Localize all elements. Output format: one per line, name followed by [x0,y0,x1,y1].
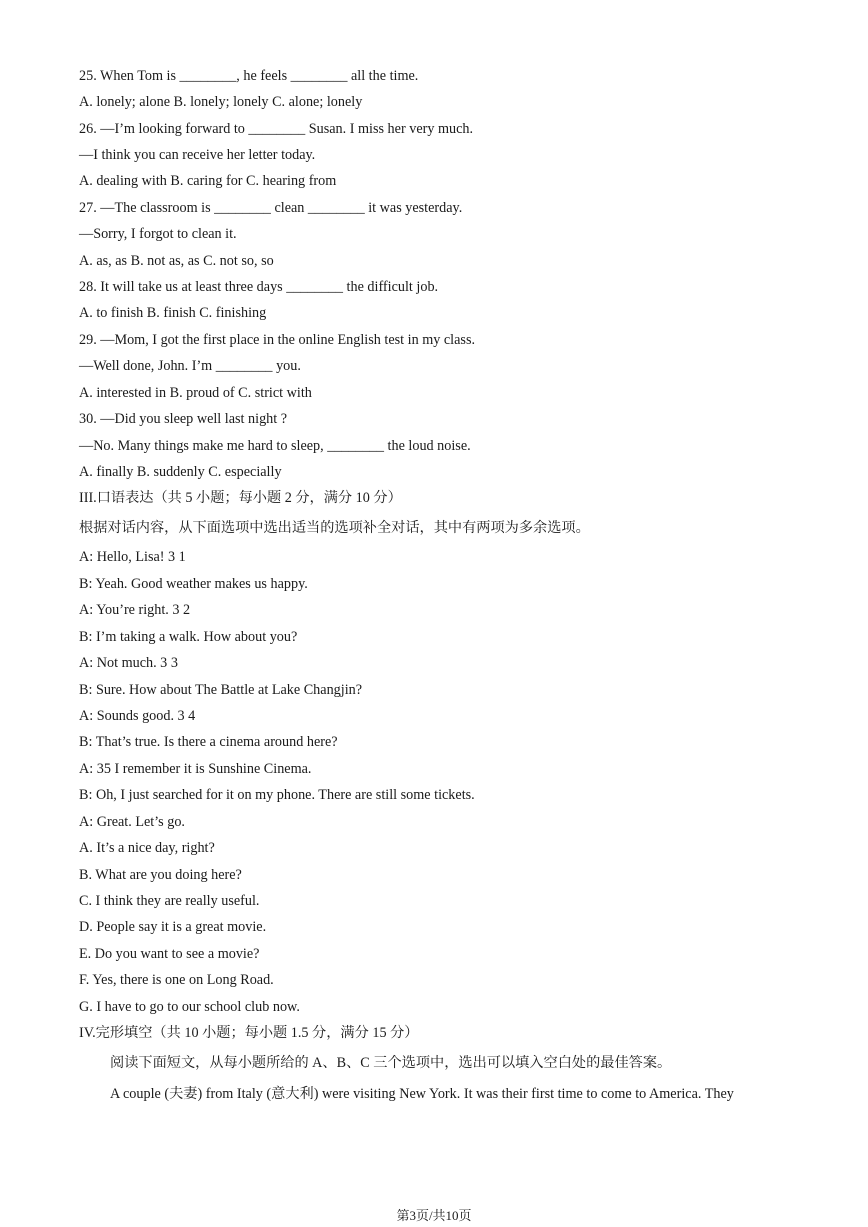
section-3-heading: III.口语表达（共 5 小题；每小题 2 分，满分 10 分） [79,490,402,506]
dialogue-line: B: That’s true. Is there a cinema around here? [79,734,338,750]
question-28-stem: 28. It will take us at least three days ________ the difficult job. [79,279,439,295]
dialogue-line: A: Great. Let’s go. [79,814,185,830]
dialogue-line: B: I’m taking a walk. How about you? [79,629,298,645]
section-3-instructions: 根据对话内容，从下面选项中选出适当的选项补全对话，其中有两项为多余选项。 [79,520,590,536]
passage-first-line: A couple (夫妻) from Italy (意大利) were visiting New York. It was their first time to come to America. They [110,1086,734,1102]
question-29-options: A. interested in B. proud of C. strict with [79,385,312,401]
choice-option: E. Do you want to see a movie? [79,946,260,962]
dialogue-line: A: Hello, Lisa! 3 1 [79,549,186,565]
dialogue-line: B: Sure. How about The Battle at Lake Changjin? [79,682,363,698]
choice-option: B. What are you doing here? [79,867,242,883]
dialogue-line: A: Sounds good. 3 4 [79,708,196,724]
section-4-instructions: 阅读下面短文，从每小题所给的 A、B、C 三个选项中，选出可以填入空白处的最佳答案。 [110,1055,672,1071]
question-27-stem: 27. —The classroom is ________ clean ________ it was yesterday. [79,200,463,216]
dialogue-line: B: Oh, I just searched for it on my phone. There are still some tickets. [79,787,475,803]
dialogue-line: A: Not much. 3 3 [79,655,178,671]
question-30-options: A. finally B. suddenly C. especially [79,464,282,480]
choice-option: A. It’s a nice day, right? [79,840,215,856]
question-25-stem: 25. When Tom is ________, he feels ________ all the time. [79,68,419,84]
choice-option: G. I have to go to our school club now. [79,999,300,1015]
dialogue-line: A: 35 I remember it is Sunshine Cinema. [79,761,312,777]
page-number: 第3页/共10页 [396,1208,472,1223]
question-29-stem: 29. —Mom, I got the first place in the online English test in my class. [79,332,476,348]
question-29-reply: —Well done, John. I’m ________ you. [79,358,301,374]
question-30-stem: 30. —Did you sleep well last night ? [79,411,288,427]
choice-option: F. Yes, there is one on Long Road. [79,972,274,988]
question-26-stem: 26. —I’m looking forward to ________ Susan. I miss her very much. [79,121,474,137]
choice-option: C. I think they are really useful. [79,893,260,909]
question-26-options: A. dealing with B. caring for C. hearing from [79,173,337,189]
question-25-options: A. lonely; alone B. lonely; lonely C. alone; lonely [79,94,363,110]
question-26-reply: —I think you can receive her letter today. [79,147,316,163]
question-27-reply: —Sorry, I forgot to clean it. [79,226,237,242]
dialogue-line: A: You’re right. 3 2 [79,602,191,618]
dialogue-line: B: Yeah. Good weather makes us happy. [79,576,308,592]
choice-option: D. People say it is a great movie. [79,919,267,935]
question-30-reply: —No. Many things make me hard to sleep, ________ the loud noise. [79,438,471,454]
section-4-heading: IV.完形填空（共 10 小题；每小题 1.5 分，满分 15 分） [79,1025,419,1041]
question-28-options: A. to finish B. finish C. finishing [79,305,267,321]
question-27-options: A. as, as B. not as, as C. not so, so [79,253,274,269]
